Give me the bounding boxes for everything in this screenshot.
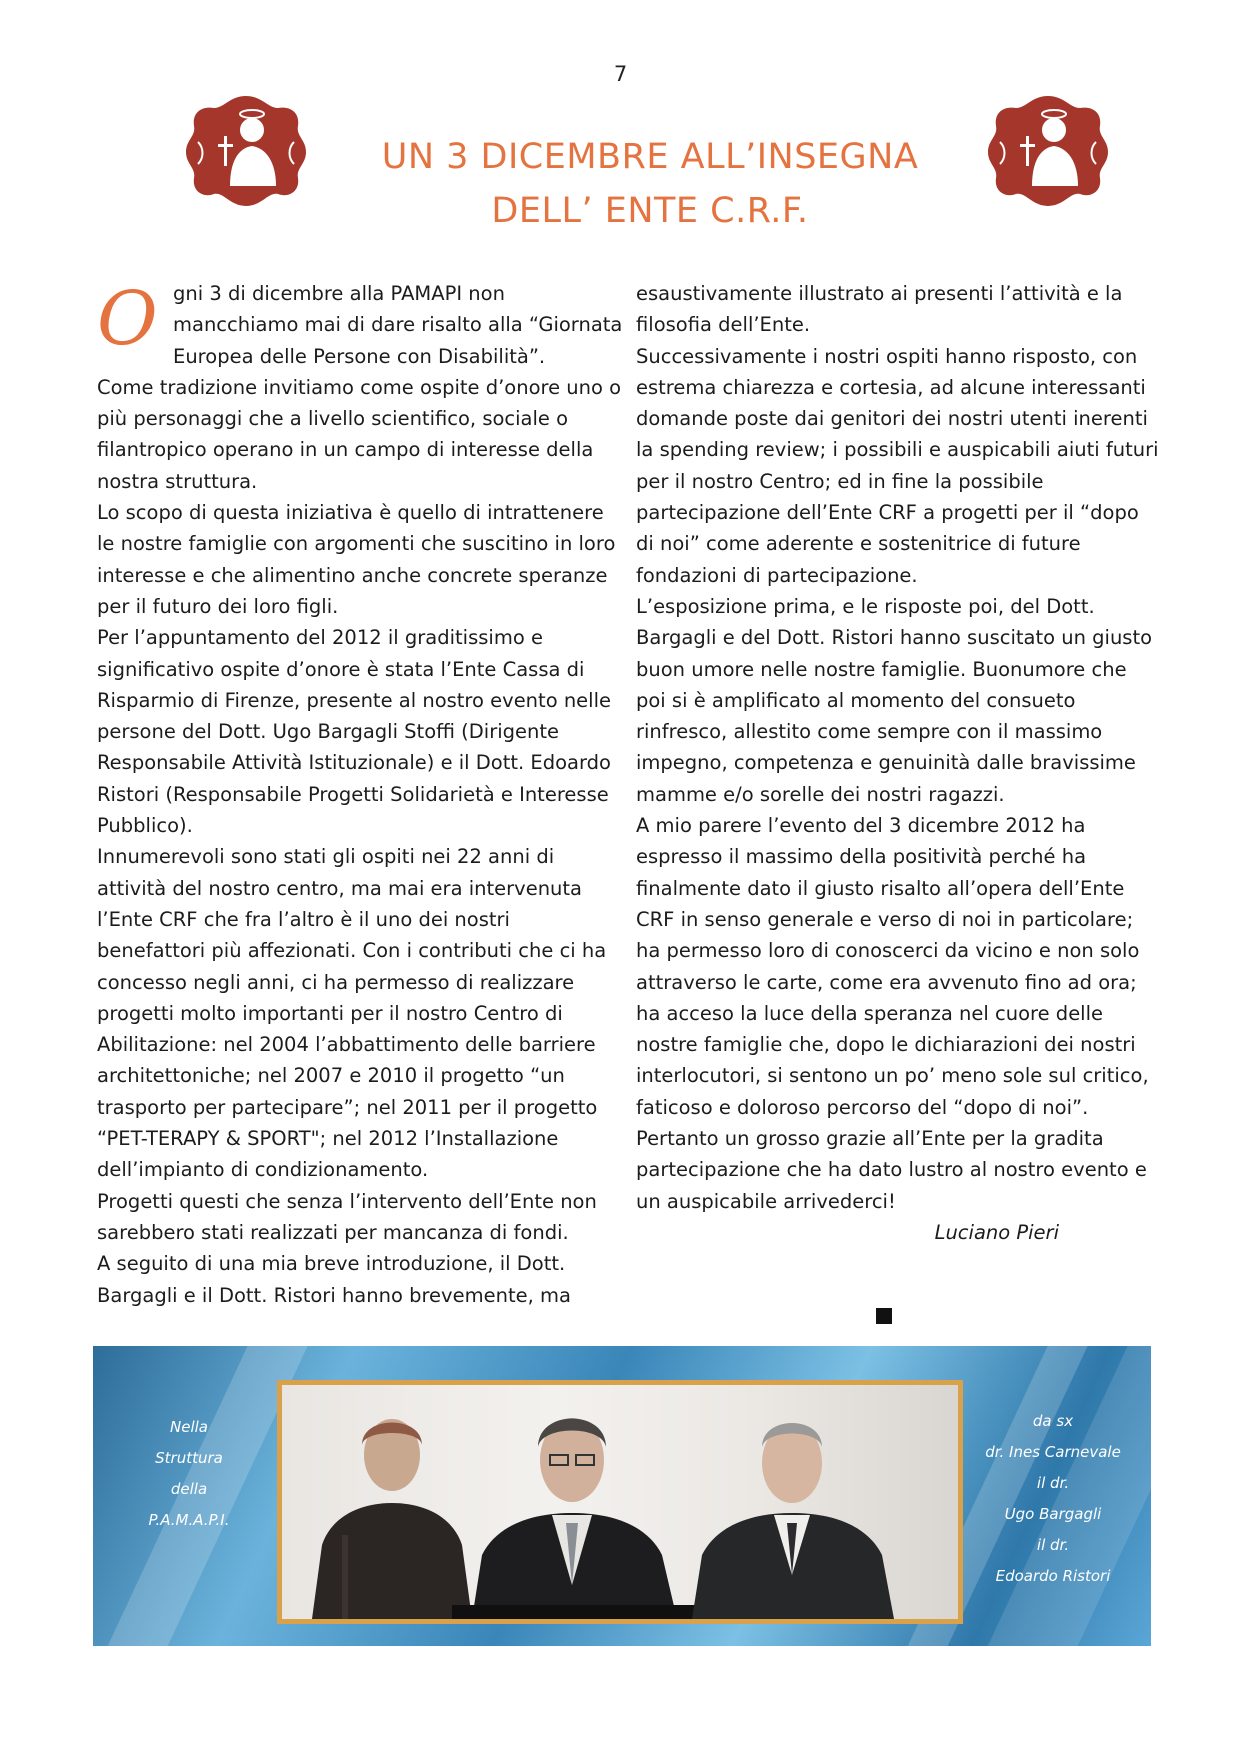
photo-band <box>93 1346 1151 1646</box>
caption-line: il dr. <box>1036 1536 1070 1554</box>
title-line-2: DELL’ ENTE C.R.F. <box>491 191 809 231</box>
author-signature: Luciano Pieri <box>934 1220 1059 1244</box>
paragraph: Progetti questi che senza l’intervento dell’Ente non sarebbero stati realizzati per mancanza di fondi. <box>97 1189 597 1244</box>
paragraph: Successivamente i nostri ospiti hanno risposto, con estrema chiarezza e cortesia, ad alcune interessanti domande poste dai genitori dei nostri utenti inerenti la spending review; i possibili e auspicabili aiuti futuri per il nostro Centro; ed in fine la possibile partecipazione dell’Ente CRF a progetti per il “dopo di noi” come aderente e sostenitrice di future fondazioni di partecipazione. <box>636 344 1159 587</box>
caption-line: della <box>170 1480 208 1498</box>
caption-line: da sx <box>1032 1412 1074 1430</box>
paragraph: Innumerevoli sono stati gli ospiti nei 22 anni di attività del nostro centro, ma mai era intervenuta l’Ente CRF che fra l’altro è il uno dei nostri benefattori più affezionati. Con i contributi che ci ha concesso negli anni, ci ha permesso di realizzare progetti molto importanti per il nostro Centro di Abilitazione: nel 2004 l’abbattimento delle barriere architettoniche; nel 2007 e 2010 il progetto “un trasporto per partecipare”; nel 2011 per il progetto “PET-TERAPY & SPORT"; nel 2012 l’Installazione dell’impianto di condizionamento. <box>97 845 607 1182</box>
article-title <box>300 130 1000 238</box>
paragraph: gni 3 di dicembre alla PAMAPI non mancchiamo mai di dare risalto alla “Giornata Europea delle Persone con Disabilità”. <box>173 282 623 368</box>
caption-line: Nella <box>170 1418 208 1436</box>
article-left-column <box>97 278 623 1311</box>
photo-illustration <box>282 1385 958 1619</box>
photo-caption-right <box>953 1406 1151 1592</box>
photo-caption-left <box>129 1412 249 1536</box>
caption-line: P.A.M.A.P.I. <box>148 1511 230 1529</box>
article-right-column <box>636 278 1161 1248</box>
paragraph: A mio parere l’evento del 3 dicembre 2012 ha espresso il massimo della positività perché ha finalmente dato il giusto risalto all’opera dell’Ente CRF in senso generale e verso di noi in particolare; ha permesso loro di conoscerci da vicino e non solo attraverso le carte, come era avvenuto fino ad ora; ha acceso la luce della speranza nel cuore delle nostre famiglie che, dopo le dichiarazioni dei nostri interlocutori, si sentono un po’ meno sole sul critico, faticoso e doloroso percorso del “dopo di noi”. <box>636 814 1149 1119</box>
caption-line: Edoardo Ristori <box>995 1567 1111 1585</box>
paragraph: L’esposizione prima, e le risposte poi, del Dott. Bargagli e del Dott. Ristori hanno suscitato un giusto buon umore nelle nostre famiglie. Buonumore che poi si è amplificato al momento del consueto rinfresco, allestito come sempre con il massimo impegno, competenza e genuinità dalle bravissime mamme e/o sorelle dei nostri ragazzi. <box>636 594 1153 806</box>
event-photo-frame <box>277 1380 963 1624</box>
title-line-1: UN 3 DICEMBRE ALL’INSEGNA <box>381 137 919 177</box>
page-number: 7 <box>613 62 628 86</box>
pamapi-logo-icon <box>180 92 312 210</box>
drop-cap: O <box>97 276 158 362</box>
caption-line: Struttura <box>155 1449 223 1467</box>
caption-line: dr. Ines Carnevale <box>985 1443 1121 1461</box>
paragraph: Pertanto un grosso grazie all’Ente per la gradita partecipazione che ha dato lustro al nostro evento e un auspicabile arrivederci! <box>636 1127 1147 1213</box>
paragraph: esaustivamente illustrato ai presenti l’attività e la filosofia dell’Ente. <box>636 282 1123 337</box>
paragraph: Come tradizione invitiamo come ospite d’onore uno o più personaggi che a livello scientifico, sociale o filantropico operano in un campo di interesse della nostra struttura. <box>97 375 622 493</box>
paragraph: Lo scopo di questa iniziativa è quello di intrattenere le nostre famiglie con argomenti che suscitino in loro interesse e che alimentino anche concrete speranze per il futuro dei loro figli. <box>97 501 616 618</box>
caption-line: il dr. <box>1036 1474 1070 1492</box>
end-of-article-mark <box>876 1308 892 1324</box>
paragraph: Per l’appuntamento del 2012 il graditissimo e significativo ospite d’onore è stata l’Ente Cassa di Risparmio di Firenze, presente al nostro evento nelle persone del Dott. Ugo Bargagli Stoffi (Dirigente Responsabile Attività Istituzionale) e il Dott. Edoardo Ristori (Responsabile Progetti Solidarietà e Interesse Pubblico). <box>97 626 612 838</box>
caption-line: Ugo Bargagli <box>1004 1505 1102 1523</box>
event-photo <box>282 1385 958 1619</box>
paragraph: A seguito di una mia breve introduzione, il Dott. Bargagli e il Dott. Ristori hanno brevemente, ma <box>97 1252 571 1307</box>
pamapi-logo-icon <box>982 92 1114 210</box>
